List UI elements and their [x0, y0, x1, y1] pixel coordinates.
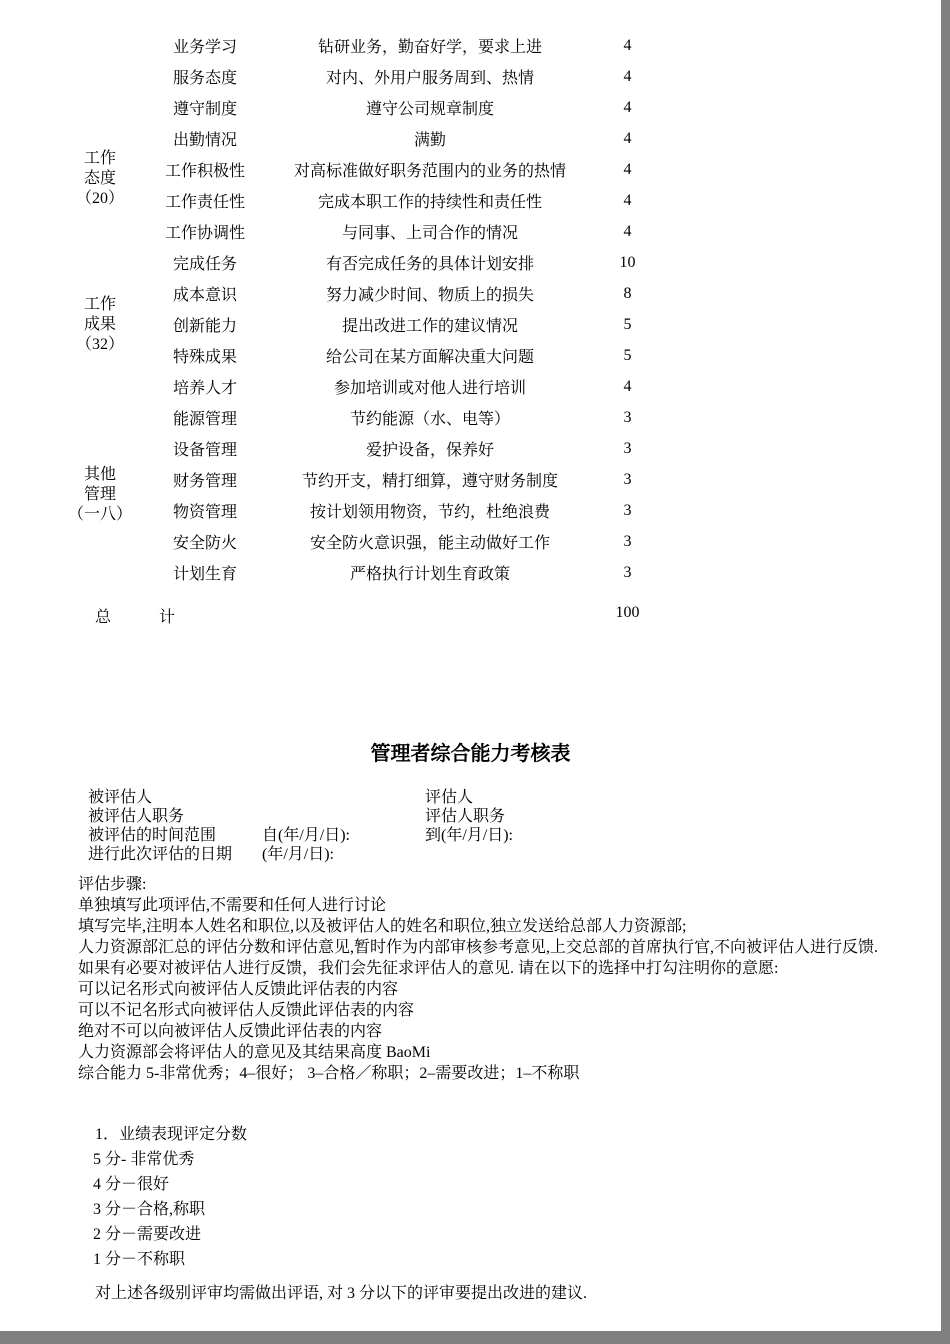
steps-line: 单独填写此项评估,不需要和任何人进行讨论 [78, 897, 387, 914]
steps-line: 绝对不可以向被评估人反馈此评估表的内容 [78, 1023, 383, 1040]
criterion-score: 4 [623, 377, 632, 395]
evaluation-table [0, 30, 660, 588]
criterion-description: 完成本职工作的持续性和责任性 [317, 194, 542, 211]
criterion-description: 节约开支，精打细算，遵守财务制度 [301, 473, 558, 490]
group-label-line: 态度 [83, 169, 116, 187]
total-row [0, 598, 660, 629]
steps-line: 可以不记名形式向被评估人反馈此评估表的内容 [78, 1002, 415, 1019]
criterion-name: 安全防火 [172, 535, 237, 552]
criterion-name: 出勤情况 [172, 132, 237, 149]
field-label-mid: (年/月/日): [262, 846, 334, 863]
form-title: 管理者综合能力考核表 [370, 743, 571, 765]
criterion-name: 培养人才 [172, 380, 237, 397]
criterion-name: 业务学习 [172, 39, 237, 56]
field-label-right: 到(年/月/日): [425, 827, 513, 844]
table-row [145, 30, 660, 61]
criterion-name: 创新能力 [172, 318, 237, 335]
note-line: 对上述各级别评审均需做出评语, 对 3 分以下的评审要提出改进的建议. [95, 1285, 588, 1302]
table-group [0, 247, 660, 402]
table-row [145, 402, 660, 433]
criterion-name: 计划生育 [172, 566, 237, 583]
table-row [145, 433, 660, 464]
criterion-name: 特殊成果 [172, 349, 237, 366]
group-label [0, 402, 145, 588]
table-row [145, 309, 660, 340]
criterion-description: 满勤 [413, 132, 446, 149]
criterion-description: 对内、外用户服务周到、热情 [325, 70, 534, 87]
rating-scale-list [0, 1122, 860, 1272]
field-label-right: 评估人 [425, 789, 474, 806]
rating-list-item: 2 分－需要改进 [93, 1226, 202, 1243]
table-group [0, 30, 660, 247]
criterion-name: 财务管理 [172, 473, 237, 490]
group-label-line: （一八） [67, 506, 132, 523]
criterion-description: 努力减少时间、物质上的损失 [325, 287, 534, 304]
criterion-name: 完成任务 [172, 256, 237, 273]
table-row [145, 371, 660, 402]
group-label-line: 工作 [83, 149, 116, 167]
steps-line: 综合能力 5-非常优秀；4–很好； 3–合格／称职；2–需要改进；1–不称职 [78, 1065, 580, 1082]
field-label-left: 进行此次评估的日期 [88, 846, 233, 863]
steps-line: 人力资源部会将评估人的意见及其结果高度 BaoMi [78, 1044, 431, 1061]
criterion-name: 服务态度 [172, 70, 237, 87]
criterion-name: 工作协调性 [164, 225, 245, 242]
table-row [145, 123, 660, 154]
criterion-description: 钻研业务，勤奋好学，要求上进 [317, 39, 542, 56]
group-label-line: 管理 [83, 486, 116, 503]
criterion-score: 4 [623, 67, 632, 85]
table-group [0, 402, 660, 588]
field-label-right: 评估人职务 [425, 808, 506, 825]
rating-list-item: 1 分－不称职 [93, 1251, 186, 1268]
criterion-score: 3 [623, 439, 632, 457]
field-label-mid: 自(年/月/日): [262, 827, 350, 844]
table-row [145, 557, 660, 588]
table-row [145, 247, 660, 278]
group-label-line: 成果 [83, 315, 116, 333]
group-label-line: （32） [75, 335, 124, 353]
table-row [145, 216, 660, 247]
criterion-name: 工作责任性 [164, 194, 245, 211]
steps-line: 人力资源部汇总的评估分数和评估意见,暂时作为内部审核参考意见,上交总部的首席执行官,不向被评估人进行反馈. [78, 939, 879, 956]
field-label-left: 被评估人职务 [88, 808, 185, 825]
criterion-description: 遵守公司规章制度 [365, 101, 494, 118]
rating-list-item: 4 分－很好 [93, 1176, 170, 1193]
table-row [145, 495, 660, 526]
criterion-description: 按计划领用物资，节约，杜绝浪费 [309, 504, 550, 521]
total-score: 100 [615, 604, 640, 621]
field-label-left: 被评估人 [88, 789, 153, 806]
steps-line: 如果有必要对被评估人进行反馈，我们会先征求评估人的意见. 请在以下的选择中打勾注明你的意愿: [78, 960, 779, 977]
group-label-line: 工作 [83, 295, 116, 313]
steps-line: 评估步骤: [78, 876, 147, 893]
table-row [145, 61, 660, 92]
total-label: 总 计 [95, 609, 176, 626]
table-row [145, 92, 660, 123]
table-row [145, 278, 660, 309]
criterion-name: 设备管理 [172, 442, 237, 459]
criterion-description: 对高标准做好职务范围内的业务的热情 [293, 163, 566, 180]
form-field-row [0, 822, 900, 844]
criterion-score: 4 [623, 98, 632, 116]
criterion-score: 4 [623, 129, 632, 147]
criterion-score: 3 [623, 408, 632, 426]
criterion-name: 遵守制度 [172, 101, 237, 118]
criterion-score: 5 [623, 346, 632, 364]
criterion-score: 3 [623, 532, 632, 550]
form-fields [0, 784, 900, 863]
field-label-left: 被评估的时间范围 [88, 827, 217, 844]
group-rows [145, 247, 660, 402]
table-row [145, 154, 660, 185]
criterion-description: 有否完成任务的具体计划安排 [325, 256, 534, 273]
page-edge-right [941, 0, 950, 1344]
criterion-name: 物资管理 [172, 504, 237, 521]
criterion-score: 3 [623, 470, 632, 488]
rating-list-item: 3 分－合格,称职 [93, 1201, 206, 1218]
page-edge-bottom [0, 1331, 950, 1344]
criterion-description: 节约能源（水、电等） [349, 411, 510, 428]
table-row [145, 526, 660, 557]
criterion-description: 与同事、上司合作的情况 [341, 225, 518, 242]
group-label-line: 其他 [83, 466, 116, 483]
rating-list-heading: 1．业绩表现评定分数 [95, 1126, 248, 1143]
criterion-score: 10 [619, 253, 636, 271]
steps-line: 可以记名形式向被评估人反馈此评估表的内容 [78, 981, 399, 998]
group-rows [145, 402, 660, 588]
criterion-description: 严格执行计划生育政策 [349, 566, 510, 583]
criterion-name: 能源管理 [172, 411, 237, 428]
criterion-description: 爱护设备，保养好 [365, 442, 494, 459]
group-label-line: （20） [75, 189, 124, 207]
criterion-score: 3 [623, 501, 632, 519]
form-field-row [0, 784, 900, 806]
criterion-description: 安全防火意识强，能主动做好工作 [309, 535, 550, 552]
table-row [145, 185, 660, 216]
criterion-description: 参加培训或对他人进行培训 [333, 380, 526, 397]
criterion-name: 成本意识 [172, 287, 237, 304]
group-rows [145, 30, 660, 247]
criterion-score: 3 [623, 563, 632, 581]
table-row [145, 464, 660, 495]
criterion-score: 4 [623, 191, 632, 209]
rating-list-item: 5 分- 非常优秀 [93, 1151, 195, 1168]
criterion-name: 工作积极性 [164, 163, 245, 180]
criterion-description: 提出改进工作的建议情况 [341, 318, 518, 335]
form-field-row [0, 841, 900, 863]
criterion-score: 4 [623, 36, 632, 54]
group-label [0, 247, 145, 402]
criterion-score: 4 [623, 222, 632, 240]
criterion-score: 8 [623, 284, 632, 302]
steps-line: 填写完毕,注明本人姓名和职位,以及被评估人的姓名和职位,独立发送给总部人力资源部; [78, 918, 687, 935]
form-field-row [0, 803, 900, 825]
criterion-description: 给公司在某方面解决重大问题 [325, 349, 534, 366]
group-label [0, 30, 145, 247]
table-row [145, 340, 660, 371]
criterion-score: 4 [623, 160, 632, 178]
evaluation-steps [78, 874, 938, 1084]
criterion-score: 5 [623, 315, 632, 333]
